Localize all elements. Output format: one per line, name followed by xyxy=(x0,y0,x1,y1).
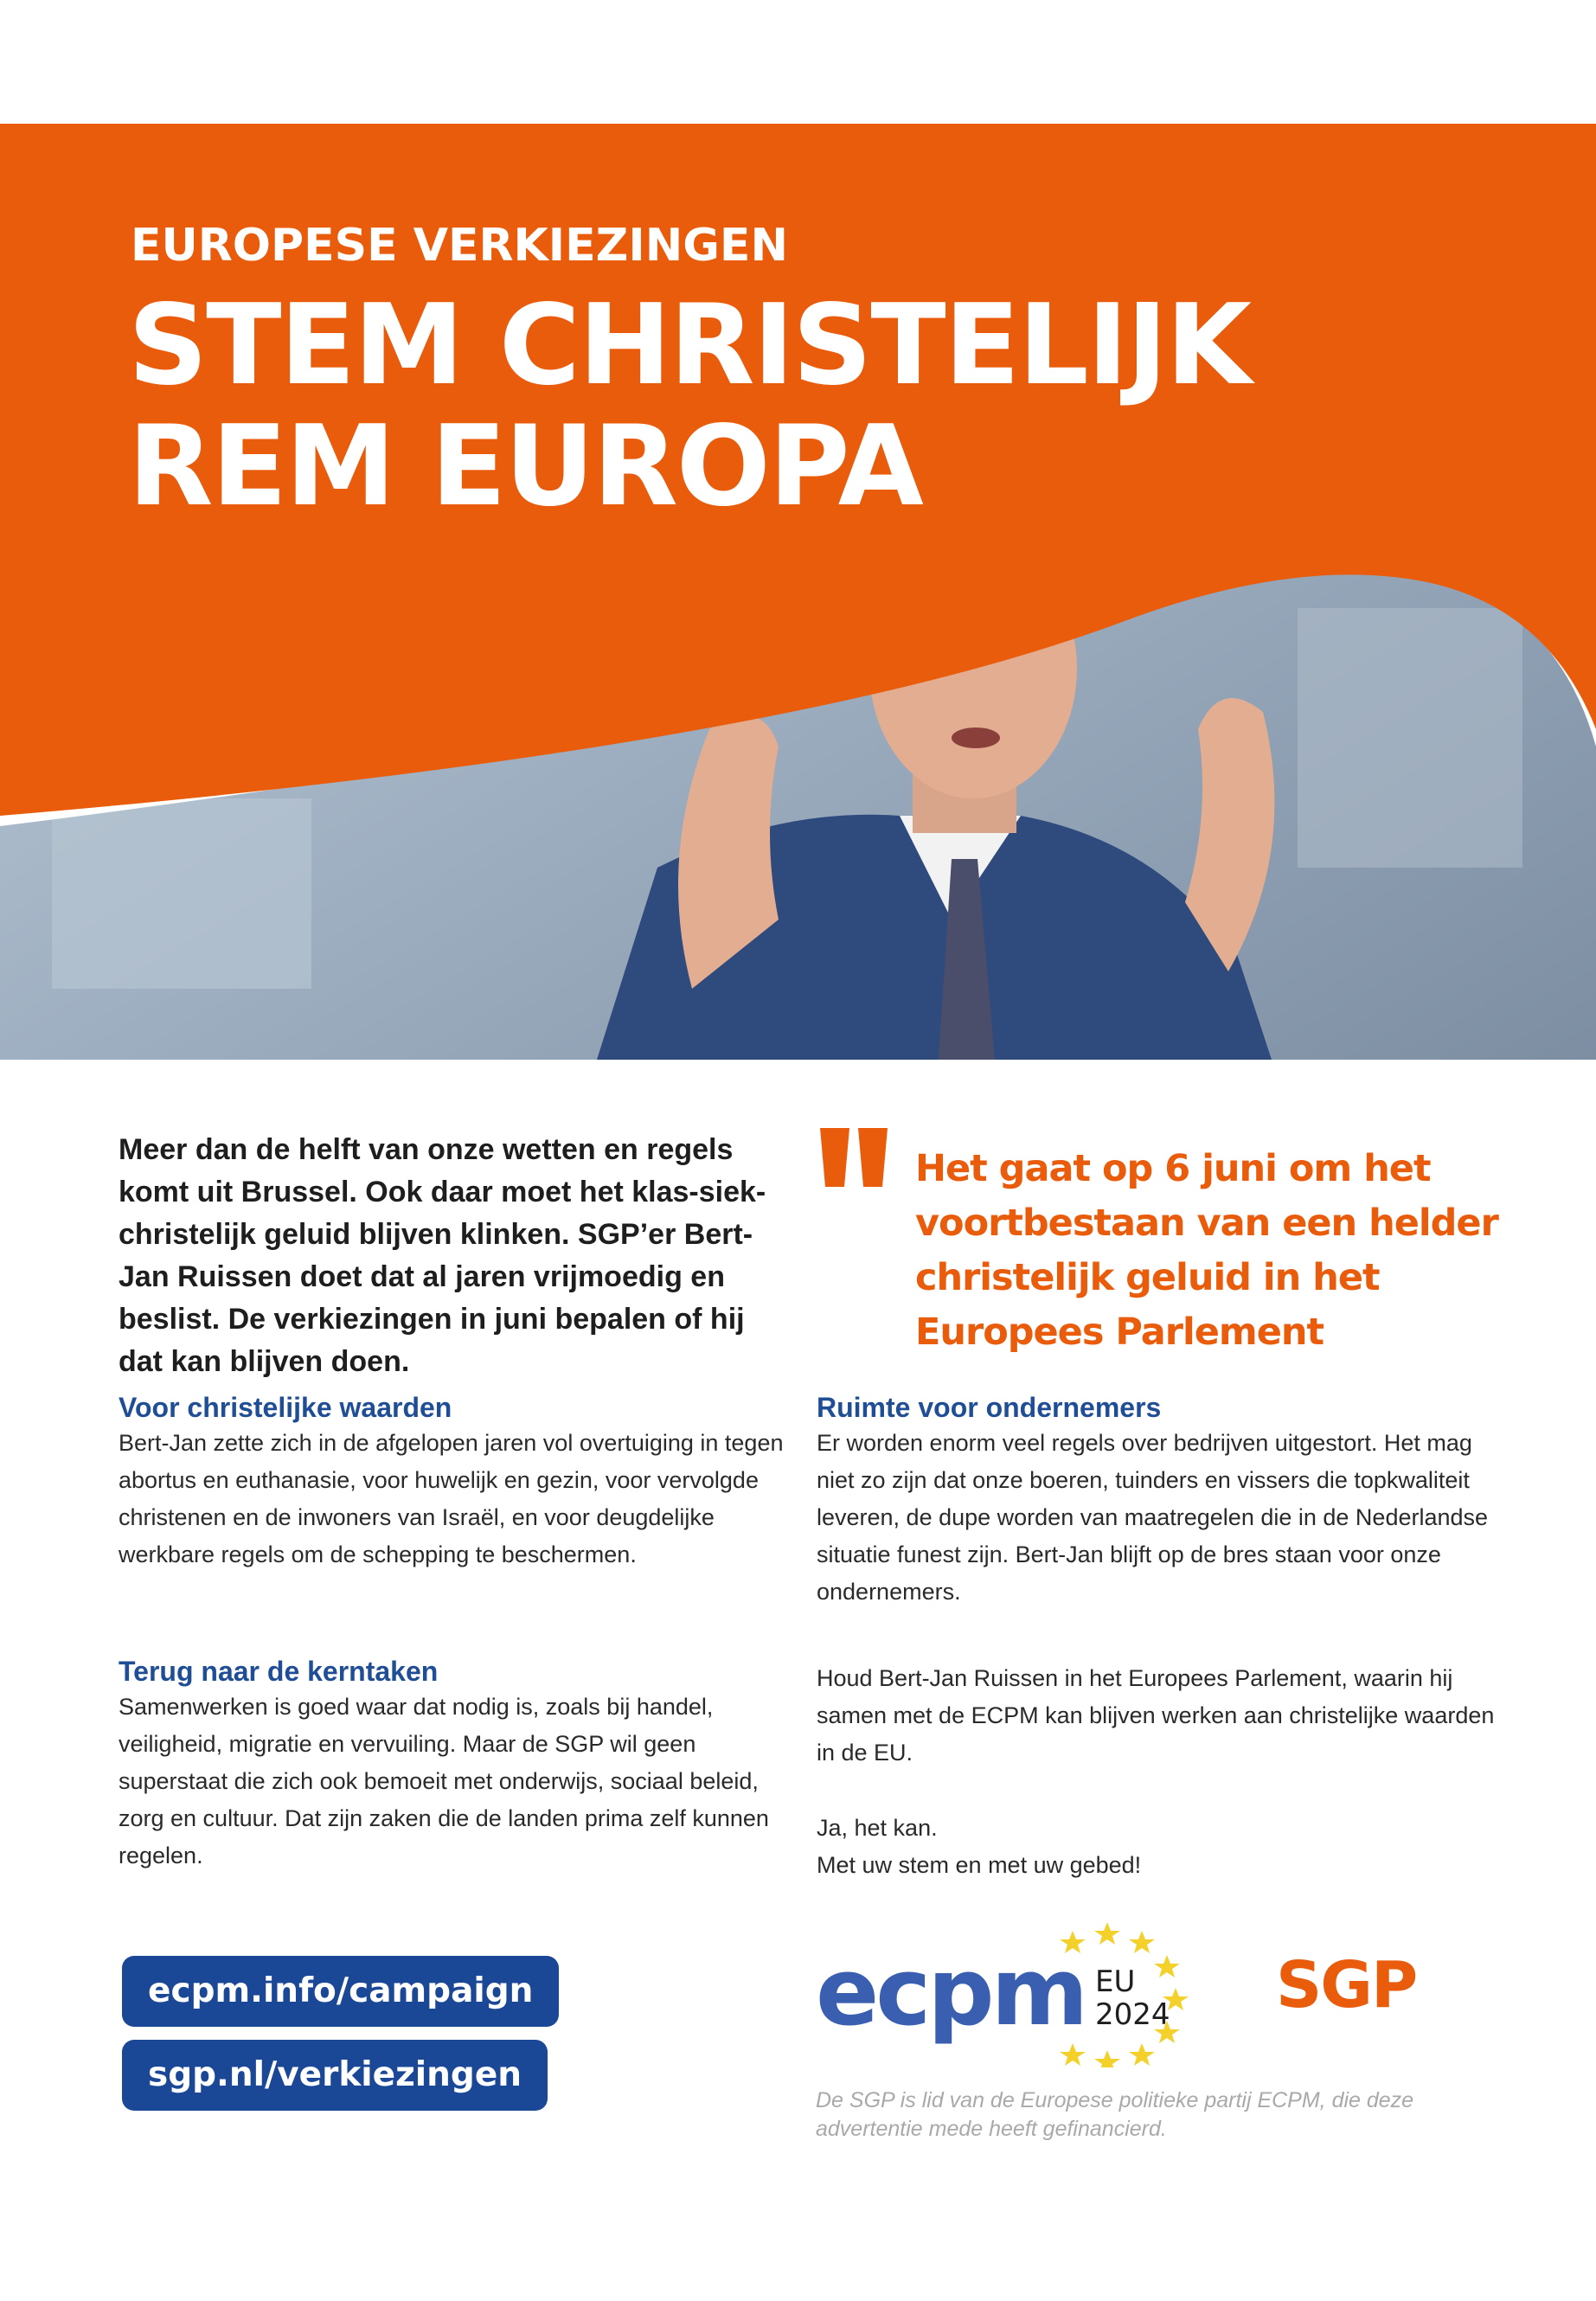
section-core xyxy=(119,1654,793,1875)
section-business-text: Er worden enorm veel regels over bedrijven uitgestort. Het mag niet zo zijn dat onze boeren, tuinders en vissers die topkwaliteit leveren, de dupe worden van maatregelen die in de Nederlandse situatie funest zijn. Bert-Jan blijft op de bres staan voor onze ondernemers. xyxy=(817,1430,1489,1605)
section-business xyxy=(817,1390,1500,1611)
keep-paragraph: Houd Bert-Jan Ruissen in het Europees Parlement, waarin hij samen met de ECPM kan blijven werken aan christelijke waarden in de EU. xyxy=(817,1665,1495,1766)
ecpm-campaign-link[interactable]: ecpm.info/campaign xyxy=(122,1956,559,2027)
quotation-mark-icon xyxy=(817,1125,891,1220)
section-core-title: Terug naar de kerntaken xyxy=(119,1656,439,1687)
section-values-text: Bert-Jan zette zich in de afgelopen jaren vol overtuiging in tegen abortus en euthanasie, voor huwelijk en gezin, voor vervolgde christenen en de inwoners van Israël, en voor deugdelijke werkbare regels om de schepping te beschermen. xyxy=(119,1430,784,1567)
funding-disclaimer: De SGP is lid van de Europese politieke partij ECPM, die deze advertentie mede heeft gefinancierd. xyxy=(816,2088,1414,2141)
ecpm-year-label: 2024 xyxy=(1095,1997,1170,2032)
pull-quote: Het gaat op 6 juni om het voortbestaan van een helder christelijk geluid in het Europees Parlement xyxy=(915,1147,1498,1354)
headline-line-2: REM EUROPA xyxy=(128,402,922,531)
ecpm-eu-label: EU xyxy=(1095,1965,1136,1999)
section-values xyxy=(119,1390,793,1574)
section-business-title: Ruimte voor ondernemers xyxy=(817,1392,1162,1423)
hero-kicker: EUROPESE VERKIEZINGEN xyxy=(131,220,788,272)
intro-lead: Meer dan de helft van onze wetten en regels komt uit Brussel. Ook daar moet het klas-siek-christelijk geluid blijven klinken. SGP’er Bert-Jan Ruissen doet dat al jaren vrijmoedig en beslist. De verkiezingen in juni bepalen of hij dat kan blijven doen. xyxy=(119,1133,766,1378)
ecpm-wordmark: ecpm xyxy=(816,1939,1086,2047)
closing-line-2: Met uw stem en met uw gebed! xyxy=(817,1852,1142,1878)
sgp-logo: SGP xyxy=(1276,1948,1417,2022)
headline-line-1: STEM CHRISTELIJK xyxy=(128,281,1251,410)
closing xyxy=(817,1810,1500,1884)
sgp-elections-link[interactable]: sgp.nl/verkiezingen xyxy=(122,2040,548,2111)
ecpm-logo xyxy=(816,1912,1222,2067)
hero-headline xyxy=(128,281,1251,531)
section-values-title: Voor christelijke waarden xyxy=(119,1392,452,1423)
section-core-text: Samenwerken is goed waar dat nodig is, zoals bij handel, veiligheid, migratie en vervuiling. Maar de SGP wil geen superstaat die zich ook bemoeit met onderwijs, sociaal beleid, zorg en cultuur. Dat zijn zaken die de landen prima zelf kunnen regelen. xyxy=(119,1694,769,1868)
closing-line-1: Ja, het kan. xyxy=(817,1815,938,1841)
